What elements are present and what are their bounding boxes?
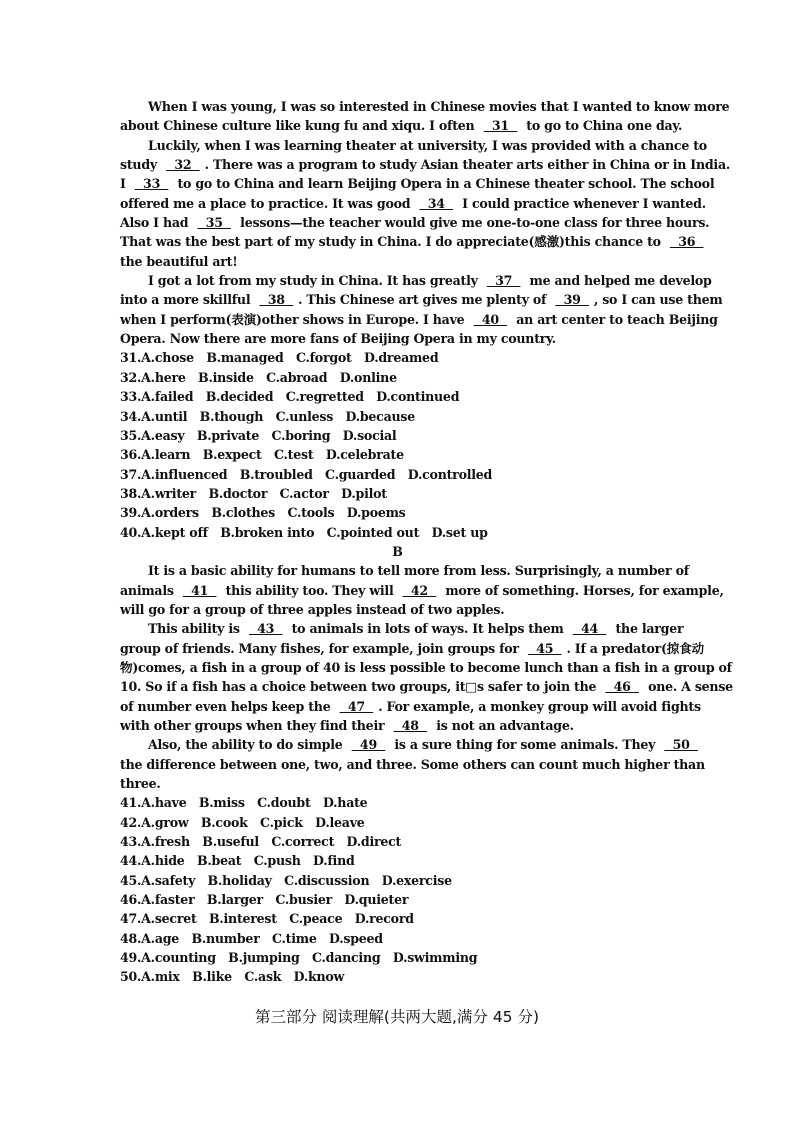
option-choice: B.number (191, 930, 260, 946)
option-row (120, 813, 675, 832)
passage-line: Also, the ability to do simple 49 is a sure thing for some animals. They 50 (120, 735, 675, 754)
option-choice: 44.A.hide (120, 853, 185, 869)
exam-page (120, 97, 733, 987)
option-choice: 40.A.kept off (120, 524, 208, 540)
option-choice: D.controlled (407, 466, 493, 482)
option-choice: B.like (192, 969, 232, 985)
option-choice: B.though (199, 408, 264, 424)
option-row (120, 387, 675, 406)
blank-39: 39 (555, 292, 589, 308)
passage-b (120, 561, 733, 793)
options-a (120, 348, 675, 541)
blank-50: 50 (664, 737, 698, 753)
blank-42: 42 (402, 582, 437, 598)
option-row (120, 793, 675, 812)
passage-line: When I was young, I was so interested in Chinese movies that I wanted to know more (148, 99, 730, 114)
option-choice: B.clothes (211, 505, 276, 521)
blank-35: 35 (197, 215, 232, 231)
option-row (120, 832, 675, 851)
passage-line: into a more skillful 38 . This Chinese art gives me plenty of 39 , so I can use them (120, 290, 675, 309)
option-choice: 42.A.grow (120, 814, 189, 830)
option-row (120, 909, 675, 928)
blank-34: 34 (419, 195, 454, 211)
option-choice: C.peace (289, 911, 343, 927)
option-choice: 41.A.have (120, 795, 187, 811)
passage-line: the beautiful art! (120, 253, 238, 269)
passage-line: 10. So if a fish has a choice between two groups, it□s safer to join the 46 one. A sense (120, 677, 675, 696)
passage-line: will go for a group of three apples instead of two apples. (120, 601, 505, 617)
passage-line: It is a basic ability for humans to tell more from less. Surprisingly, a number of (148, 563, 689, 579)
option-choice: D.record (354, 911, 414, 927)
option-choice: D.leave (315, 814, 365, 830)
option-choice: B.doctor (208, 485, 268, 501)
option-choice: D.know (293, 969, 345, 985)
option-choice: 35.A.easy (120, 427, 185, 443)
option-choice: D.because (345, 408, 416, 424)
option-row (120, 967, 675, 986)
option-choice: B.interest (208, 911, 277, 927)
passage-line: about Chinese culture like kung fu and xiqu. I often 31 to go to China one day. (120, 116, 675, 135)
option-choice: C.test (274, 447, 314, 463)
option-choice: B.beat (196, 853, 242, 869)
passage-line: with other groups when they find their 48 is not an advantage. (120, 716, 675, 735)
option-row (120, 465, 675, 484)
option-row (120, 348, 675, 367)
passage-line: That was the best part of my study in China. I do appreciate(感激)this chance to 36 (120, 232, 675, 251)
option-row (120, 871, 675, 890)
option-choice: 33.A.failed (120, 389, 194, 405)
option-choice: B.private (196, 427, 260, 443)
option-row (120, 445, 675, 464)
blank-43: 43 (248, 621, 283, 637)
option-choice: D.hate (322, 795, 368, 811)
option-choice: D.poems (346, 505, 406, 521)
blank-41: 41 (182, 582, 217, 598)
option-choice: B.broken into (220, 524, 315, 540)
option-choice: C.actor (279, 485, 329, 501)
option-row (120, 503, 675, 522)
blank-47: 47 (339, 698, 374, 714)
blank-45: 45 (527, 640, 562, 656)
passage-line: Luckily, when I was learning theater at university, I was provided with a chance to (148, 137, 707, 153)
passage-line: animals 41 this ability too. They will 42 more of something. Horses, for example, (120, 581, 675, 600)
blank-33: 33 (134, 176, 169, 192)
option-choice: C.doubt (257, 795, 311, 811)
option-choice: C.guarded (325, 466, 396, 482)
option-row (120, 426, 675, 445)
part-three-heading: 第三部分 阅读理解(共两大题,满分 45 分) (254, 1008, 540, 1026)
blank-48: 48 (393, 718, 428, 733)
option-choice: 38.A.writer (120, 485, 197, 501)
blank-38: 38 (259, 292, 294, 308)
option-choice: 50.A.mix (120, 969, 180, 985)
option-choice: B.inside (198, 369, 254, 385)
option-choice: B.managed (206, 350, 284, 366)
blank-40: 40 (473, 311, 508, 327)
passage-line: Also I had 35 lessons—the teacher would give me one-to-one class for three hours. (120, 213, 675, 232)
option-choice: B.holiday (207, 872, 272, 888)
option-choice: D.speed (329, 930, 383, 946)
option-choice: B.jumping (228, 950, 300, 966)
option-choice: C.dancing (311, 950, 381, 966)
options-b (120, 793, 675, 986)
blank-44: 44 (572, 621, 607, 637)
option-choice: B.cook (200, 814, 248, 830)
blank-32: 32 (166, 157, 200, 173)
option-choice: B.decided (205, 389, 274, 405)
option-choice: D.dreamed (364, 350, 439, 366)
option-choice: 32.A.here (120, 369, 186, 385)
passage-line: study 32 . There was a program to study Asian theater arts either in China or in India. (120, 155, 675, 174)
option-choice: 31.A.chose (120, 350, 194, 366)
option-choice: C.busier (275, 892, 332, 908)
option-choice: D.exercise (381, 872, 452, 888)
passage-line: the difference between one, two, and three. Some others can count much higher than (120, 756, 705, 772)
option-choice: D.celebrate (325, 447, 404, 463)
option-row (120, 890, 675, 909)
option-choice: C.ask (244, 969, 282, 985)
option-choice: B.miss (198, 795, 245, 811)
passage-line: 物)comes, a fish in a group of 40 is less possible to become lunch than a fish in a group of (120, 659, 732, 675)
blank-46: 46 (605, 679, 639, 695)
option-choice: D.continued (376, 389, 460, 405)
option-choice: D.online (339, 369, 397, 385)
passage-line: offered me a place to practice. It was good 34 I could practice whenever I wanted. (120, 194, 675, 213)
option-choice: C.correct (271, 834, 335, 850)
option-choice: D.set up (431, 524, 488, 540)
option-choice: 47.A.secret (120, 911, 197, 927)
option-choice: C.abroad (266, 369, 328, 385)
passage-line: when I perform(表演)other shows in Europe. I have 40 an art center to teach Beijing (120, 310, 675, 329)
option-choice: C.push (253, 853, 301, 869)
section-b-heading: B (392, 543, 403, 559)
option-choice: 36.A.learn (120, 447, 191, 463)
option-choice: 43.A.fresh (120, 834, 190, 850)
option-choice: B.expect (202, 447, 262, 463)
option-choice: 48.A.age (120, 930, 180, 946)
option-row (120, 929, 675, 948)
passage-a (120, 97, 730, 348)
option-choice: D.social (342, 427, 397, 443)
option-choice: 45.A.safety (120, 872, 196, 888)
option-choice: C.discussion (284, 872, 370, 888)
option-choice: 49.A.counting (120, 950, 216, 966)
option-choice: C.forgot (295, 350, 352, 366)
option-choice: C.time (271, 930, 317, 946)
option-row (120, 484, 675, 503)
blank-36: 36 (669, 234, 704, 250)
passage-line: I got a lot from my study in China. It has greatly 37 me and helped me develop (120, 271, 675, 290)
option-row (120, 851, 675, 870)
option-choice: C.regretted (285, 389, 364, 405)
passage-line: of number even helps keep the 47 . For example, a monkey group will avoid fights (120, 697, 675, 716)
passage-line: three. (120, 776, 161, 792)
option-choice: 46.A.faster (120, 892, 195, 908)
option-choice: C.pick (260, 814, 303, 830)
option-choice: D.swimming (392, 950, 478, 966)
option-choice: D.quieter (344, 892, 409, 908)
option-choice: C.boring (271, 427, 331, 443)
blank-31: 31 (483, 118, 518, 134)
option-row (120, 407, 675, 426)
option-row (120, 523, 675, 542)
option-choice: D.find (313, 853, 355, 869)
option-choice: C.pointed out (326, 524, 420, 540)
option-choice: B.useful (202, 834, 259, 850)
option-row (120, 948, 675, 967)
option-choice: C.unless (275, 408, 334, 424)
passage-line: Opera. Now there are more fans of Beijing Opera in my country. (120, 331, 556, 347)
option-choice: B.troubled (239, 466, 313, 482)
passage-line: I 33 to go to China and learn Beijing Opera in a Chinese theater school. The school (120, 174, 675, 193)
option-row (120, 368, 675, 387)
blank-49: 49 (351, 737, 386, 753)
option-choice: D.pilot (341, 485, 387, 501)
option-choice: B.larger (206, 892, 263, 908)
option-choice: 39.A.orders (120, 505, 199, 521)
option-choice: 37.A.influenced (120, 466, 228, 482)
option-choice: D.direct (346, 834, 402, 850)
option-choice: C.tools (287, 505, 335, 521)
passage-line: group of friends. Many fishes, for example, join groups for 45 . If a predator(掠食动 (120, 639, 675, 658)
blank-37: 37 (486, 273, 521, 289)
passage-line: This ability is 43 to animals in lots of ways. It helps them 44 the larger (120, 619, 675, 638)
option-choice: 34.A.until (120, 408, 188, 424)
